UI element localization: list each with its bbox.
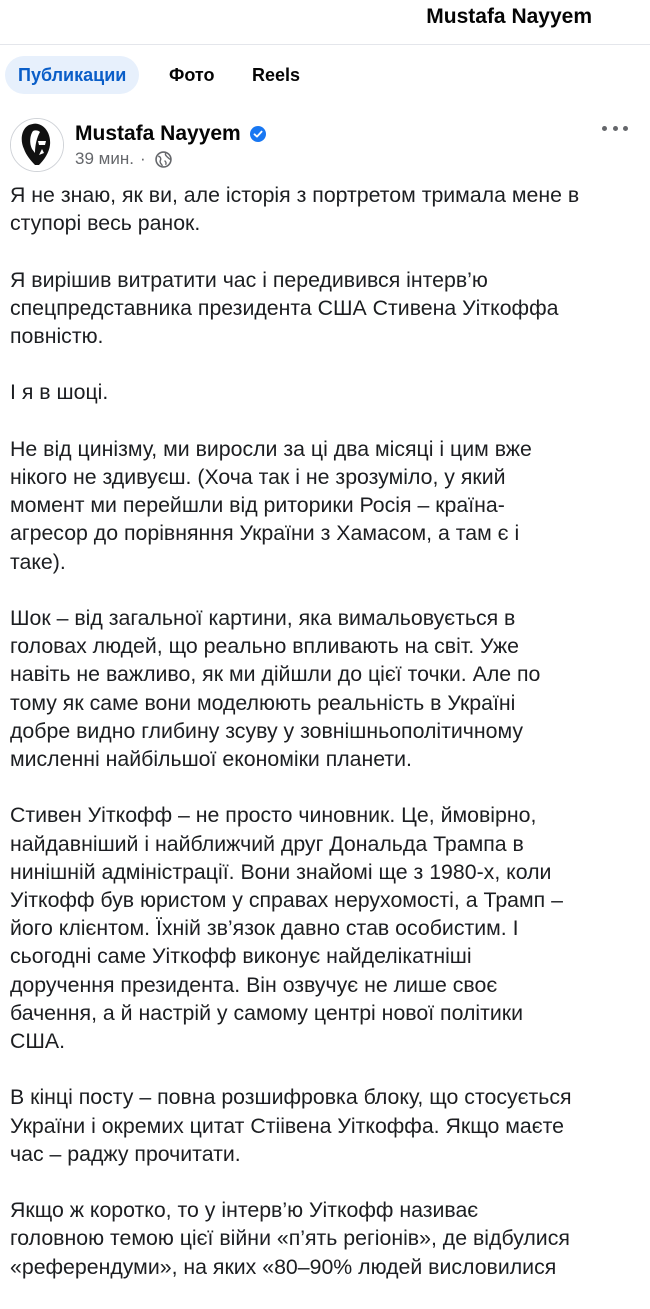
post-time[interactable]: 39 мин. — [75, 149, 134, 168]
post-text — [10, 181, 632, 1309]
top-bar — [0, 0, 650, 45]
post-paragraph: В кінці посту – повна розшифровка блоку, що стосується України і окремих цитат Стіівена Уіткоффа. Якщо маєте час – раджу прочитати. — [10, 1085, 572, 1166]
avatar[interactable] — [10, 118, 64, 172]
meta-separator: · — [139, 149, 146, 168]
verified-badge-icon — [250, 126, 266, 142]
post-paragraph: Якщо ж коротко, то у інтерв’ю Уіткофф називає головною темою цієї війни «п’ять регіонів», де відбулися «референдуми», на яких «80–90% людей висловилися — [10, 1198, 570, 1279]
author-row — [75, 122, 266, 148]
post-paragraph: Не від цинізму, ми виросли за ці два місяці і цим вже нікого не здивуєш. (Хоча так і не зрозуміло, у який момент ми перейшли від риторики Росія – країна- агресор до порівняння України з Хамасом, а там є і таке). — [10, 436, 532, 574]
post-paragraph: Я вирішив витратити час і передивився інтерв’ю спецпредставника президента США Стивена Уіткоффа повністю. — [10, 267, 559, 348]
post-paragraph: Стивен Уіткофф – не просто чиновник. Це, ймовірно, найдавніший і найближчий друг Дональда Трампа в нинішній адміністрації. Вони знайомі ще з 1980-х, коли Уіткофф був юристом у справах нерухомості, а Трамп – його клієнтом. Їхній зв’язок давно став особистим. І сьогодні саме Уіткофф виконує найделікатніші доручення президента. Він озвучує не лише своє бачення, а й настрій у самому центрі нової політики США. — [10, 803, 563, 1054]
page-title: Mustafa Nayyem — [426, 5, 592, 28]
globe-icon — [155, 151, 172, 168]
post-meta — [75, 148, 172, 170]
tab-reels[interactable]: Reels — [252, 65, 301, 85]
post-paragraph: І я в шоці. — [10, 380, 109, 405]
more-options-icon[interactable] — [602, 120, 628, 136]
post-header — [0, 110, 650, 180]
post-paragraph: Шок – від загальної картини, яка вимальовується в головах людей, що реально впливають на світ. Уже навіть не важливо, як ми дійшли до цієї точки. Але по тому як саме вони моделюють реальність в Україні добре видно глибину зсуву у зовнішньополітичному мисленні найбільшої економіки планети. — [10, 605, 541, 771]
post-paragraph: Я не знаю, як ви, але історія з портретом тримала мене в ступорі весь ранок. — [10, 183, 580, 236]
tab-photos[interactable]: Фото — [169, 65, 215, 85]
author-name[interactable]: Mustafa Nayyem — [75, 122, 241, 145]
tab-publications[interactable]: Публикации — [5, 56, 139, 94]
profile-tabs — [0, 54, 650, 96]
